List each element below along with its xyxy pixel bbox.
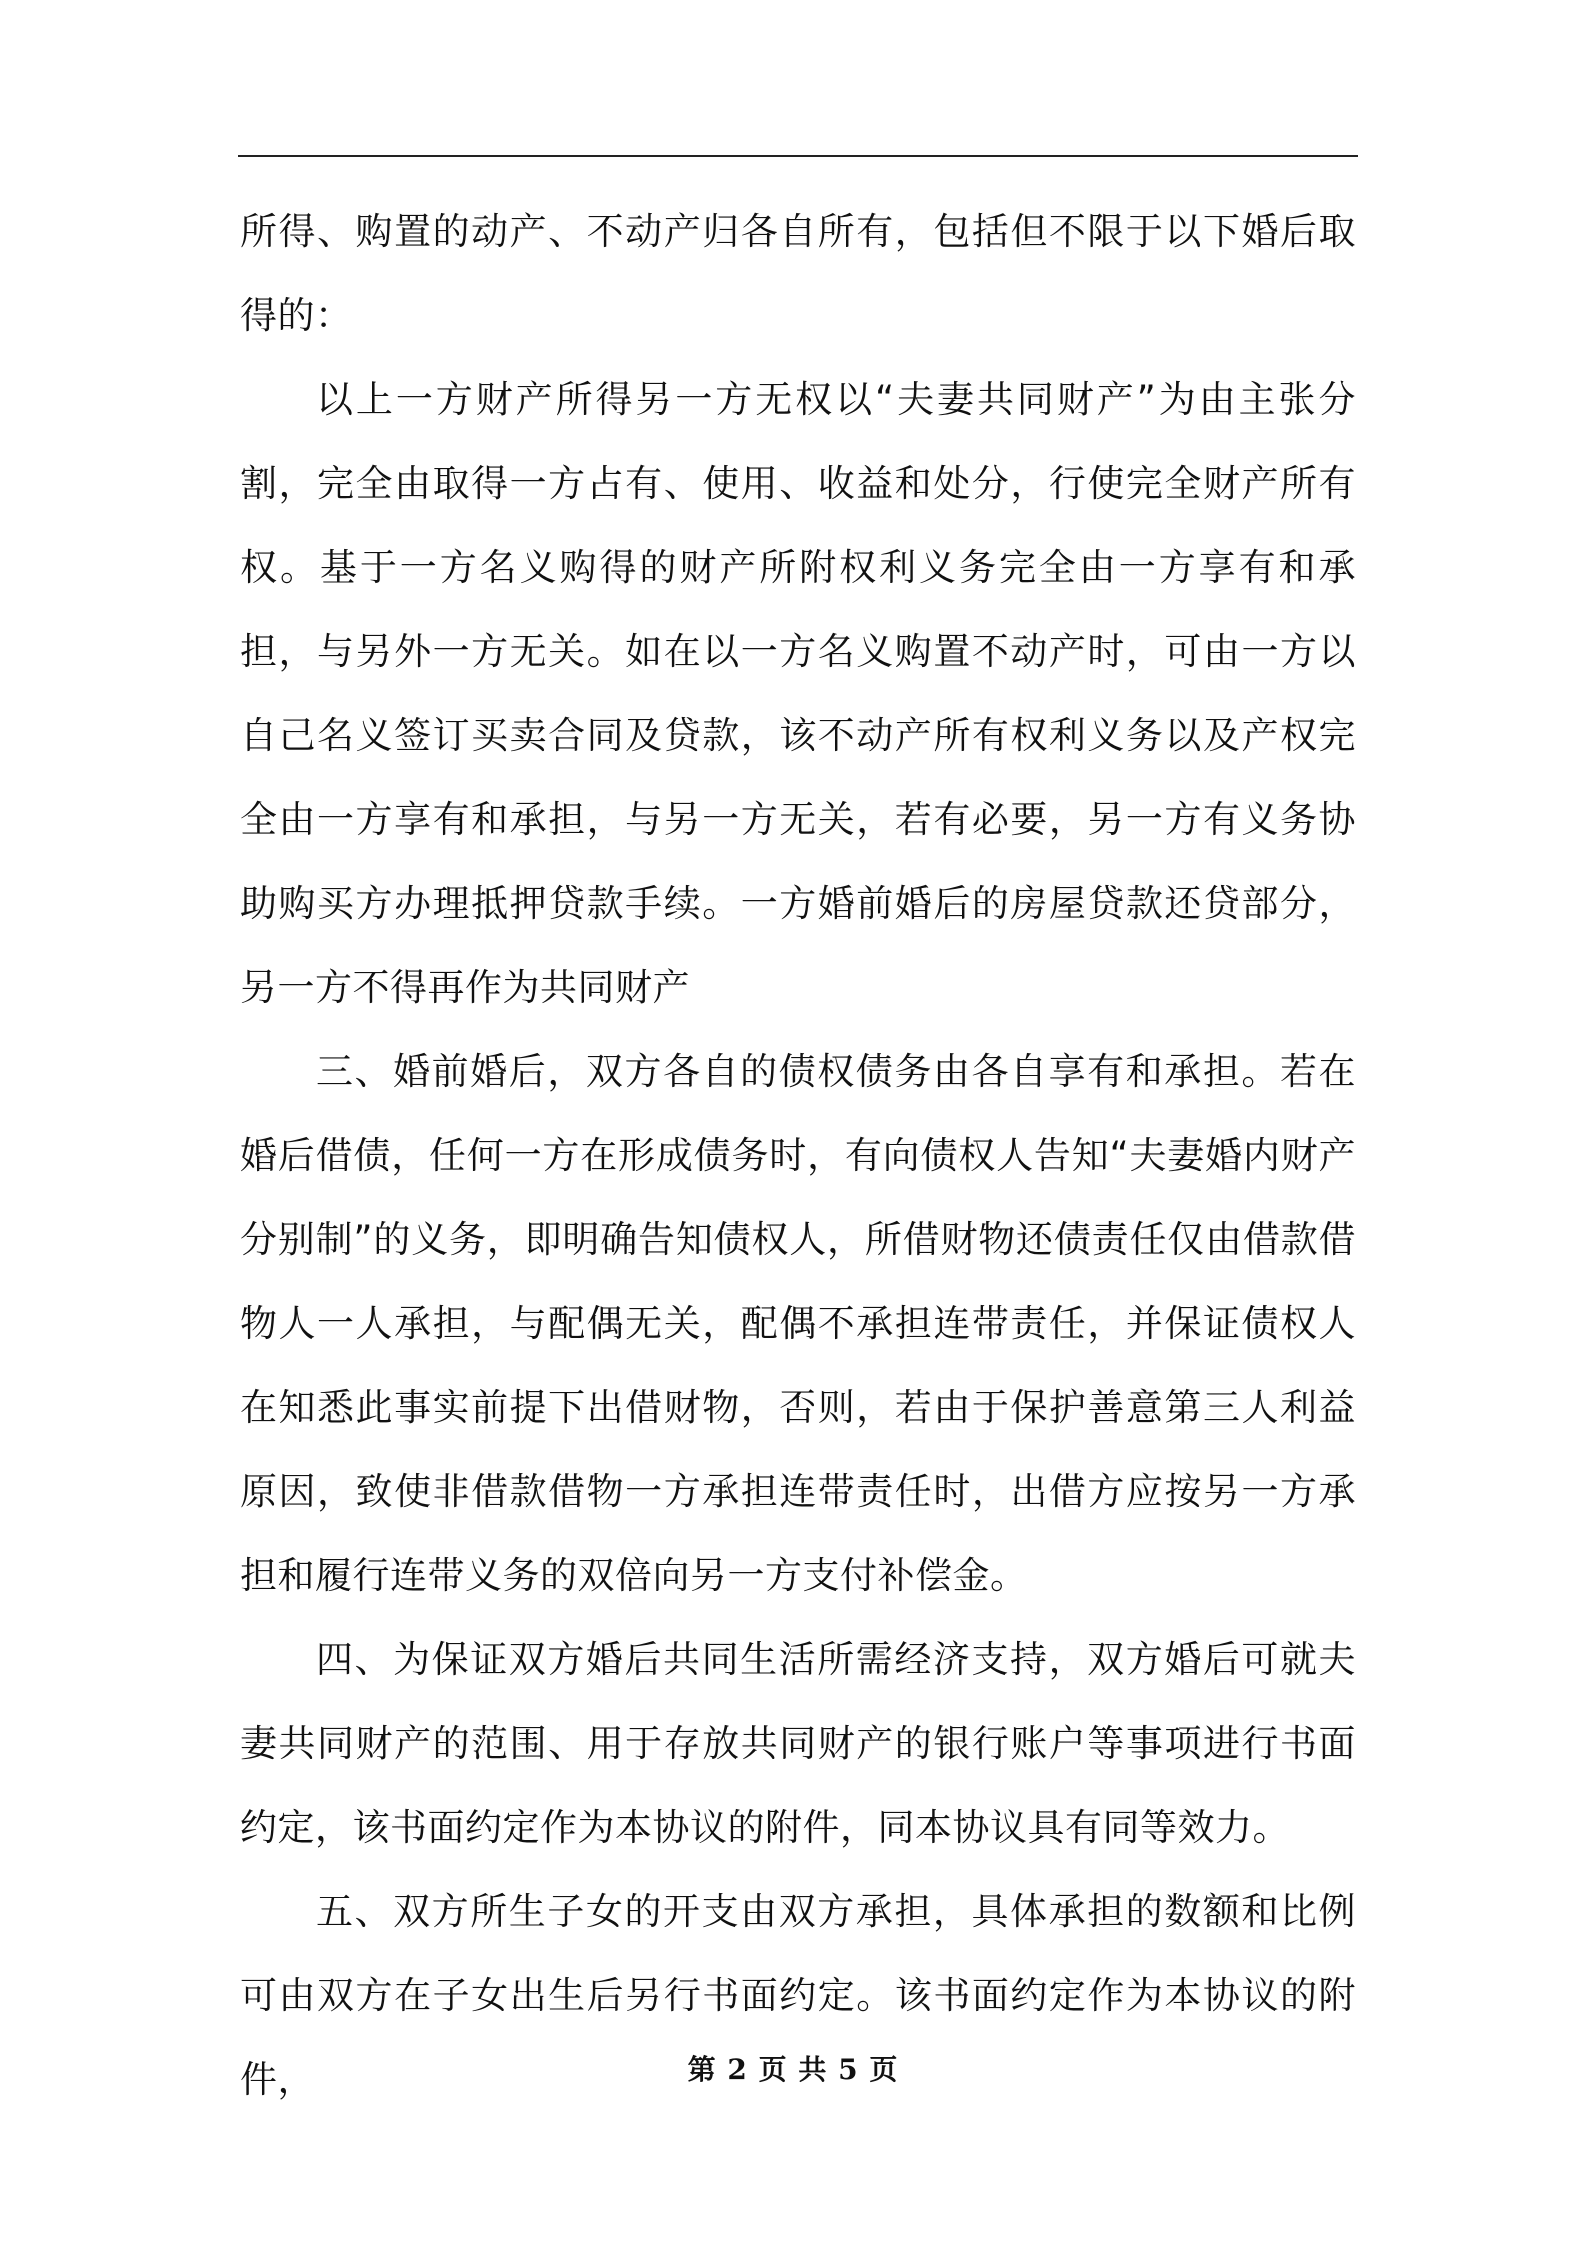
paragraph-5: 五、双方所生子女的开支由双方承担，具体承担的数额和比例可由双方在子女出生后另行书面约定。该书面约定作为本协议的附件， [240,1890,1356,2101]
paragraph-1: 所得、购置的动产、不动产归各自所有，包括但不限于以下婚后取得的： [240,210,1356,337]
paragraph-4: 四、为保证双方婚后共同生活所需经济支持，双方婚后可就夫妻共同财产的范围、用于存放共同财产的银行账户等事项进行书面约定，该书面约定作为本协议的附件，同本协议具有同等效力。 [240,1638,1356,1849]
header-rule [238,155,1358,157]
paragraph-2: 以上一方财产所得另一方无权以“夫妻共同财产”为由主张分割，完全由取得一方占有、使用、收益和处分，行使完全财产所有权。基于一方名义购得的财产所附权利义务完全由一方享有和承担，与另外一方无关。如在以一方名义购置不动产时，可由一方以自己名义签订买卖合同及贷款，该不动产所有权利义务以及产权完全由一方享有和承担，与另一方无关，若有必要，另一方有义务协助购买方办理抵押贷款手续。一方婚前婚后的房屋贷款还贷部分，另一方不得再作为共同财产 [240,378,1356,1009]
paragraph-3: 三、婚前婚后，双方各自的债权债务由各自享有和承担。若在婚后借债，任何一方在形成债务时，有向债权人告知“夫妻婚内财产分别制”的义务，即明确告知债权人，所借财物还债责任仅由借款借物人一人承担，与配偶无关，配偶不承担连带责任，并保证债权人在知悉此事实前提下出借财物，否则，若由于保护善意第三人利益原因，致使非借款借物一方承担连带责任时，出借方应按另一方承担和履行连带义务的双倍向另一方支付补偿金。 [240,1050,1356,1597]
document-body [240,190,1356,2122]
page-number-footer: 第 2 页 共 5 页 [687,2053,899,2086]
